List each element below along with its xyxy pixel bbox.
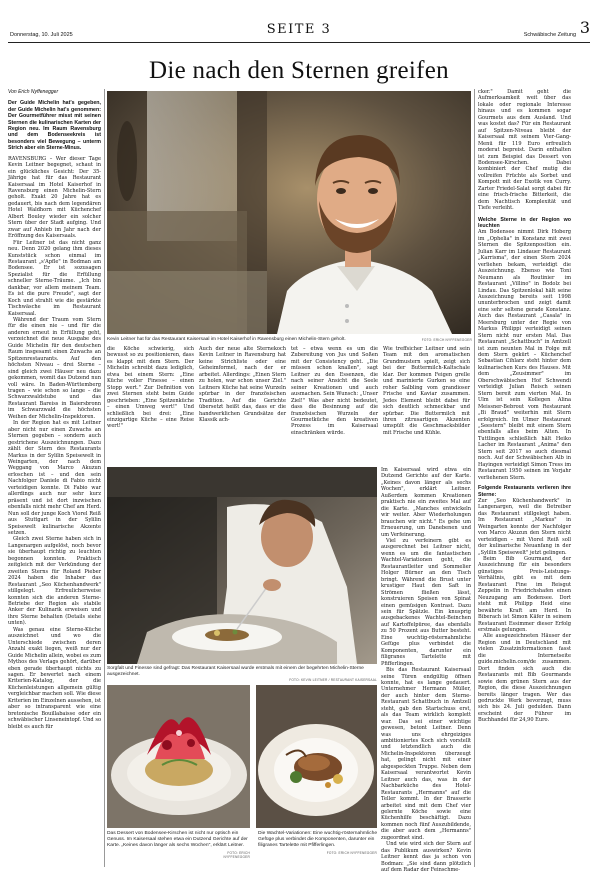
mid-text-2: Auch der neue alte Sternekoch Kevin Leitner in Ravensburg hat keine Strichliste oder eine Geheimformel, nach der er arbeitet. Allerdings: „Einen Stern zu holen, war schon unser Ziel." Leitners Küche hat seine Wurzeln spürbar in der französischen Tradition. Auf die Gerichte übersetzt heißt das, dass er die handwerklichen Grundsätze der Klassik ach- bbox=[199, 346, 286, 423]
column-divider bbox=[104, 89, 105, 867]
article-column-1 bbox=[8, 89, 101, 867]
chef-portrait-photo bbox=[107, 91, 471, 334]
column-divider-right bbox=[474, 89, 475, 867]
lost-stars-text: Zur „Seo Küchenhandwerk" in Langenargen, weil die Betreiber das Restaurant stillgelegt haben. Im Restaurant „Markus" in Weingarten konnte der Nachfolger von Marco Akuzun den Stern nicht verteidigen – mit Viorel Reiß soll der kulinarische Neuanfang in der „Sylilin Speisewelt" jetzt gelingen. bbox=[478, 497, 571, 556]
article-headline: Die nach den Sternen greifen bbox=[149, 57, 449, 84]
credit-top: FOTO: ERICH NYFFENEGGER bbox=[421, 338, 472, 342]
caption-top: Kevin Leitner hat für das Restaurant Kaisersaal im Hotel Kaiserhof in Ravensburg einen Michelin-Stern geholt. bbox=[107, 337, 346, 342]
plating-photo bbox=[107, 467, 377, 664]
lead-paragraph: Der Guide Michelin hat's gegeben, der Guide Michelin hat's genommen: Der Gourmetführer misst mit seinen Sternen die kulinarischen Karten der Region neu. Im Raum Ravensburg und dem Bodenseekreis ist besonders viel Bewegung – unterm Strich aber ein Sterne-Minus. bbox=[8, 100, 101, 152]
dessert-photo bbox=[107, 685, 250, 828]
article-paragraph: Viel zu verfeinern gibt es ausgerechnet bei Leitner nicht, wenn es um die fantastischen Wachtel-Variationen geht, die Restaurantleiter und Sommelier Holger Bürner an den Tisch bringt. Während die Brust unter krustiger Haut den Saft in Strömen fließen lässt, konstruieren Speisen von Spinat einen gemüsigen Kontrast. Dazu sein für Spätzle. Ein knusprig ausgebackenes Wachtel-Beinchen auf Kartoffelpüree, das ebenfalls zu 50 Prozent aus Butter besteht. Eine wuchtig-rösternahmliche Gefüge plus verbindet die Komponenten, darunter ein filigranes Tartelette mit Pfifferlingen. bbox=[381, 537, 471, 667]
article-paragraph: RAVENSBURG – Wer dieser Tage Kevin Leitner begegnet, schaut in ein glückliches Gesicht: Der 35-Jährige hat für das Restaurant Kaisersaal im Hotel Kaiserhof in Ravensburg einen Michelin-Stern geholt. Exakt 20 Jahre hat es gedauert, bis nach dem legendären Hotel Waldhorn mit Küchenchef Albert Bouley wieder ein solcher Stern über der Stadt aufging. Und zwar auf Anhieb im Jahr nach der Eröffnung des Kaisersaals. bbox=[8, 155, 101, 240]
article-paragraph: cker." Damit geht die Aufmerksamkeit weit über das lokale oder regionale Interesse hinaus und es kommen sogar Gourmets aus dem Ausland. Und was kostet das? Für ein Restaurant auf Spitzen-Niveau bleibt der Kaisersaal mit seinem Vier-Gang-Menü für 119 Euro erfreulich moderat bepreist. Darin enthalten ist zum Beispiel das Dessert von Bodensee-Kirschen. Dabei kombiniert der Chef mutig die vollreifen Früchte als Sorbet und Kompott mit der Exotik von Curry. Zarter Friedel-Salat sorgt dabei für eine frisch-frische Bitterkeit, die dem Nachtisch Komplexität und Tiefe verleiht. bbox=[478, 89, 571, 212]
article-paragraph: In der Region hat es mit Leitner aber nicht nur einen Zuwachs an Sternen gegeben – sondern auch gestrichene Auszeichnungen. Dazu zählt der Stern des Restaurants Markus in der Sylilin Speisewelt in Weingarten, der nach dem Weggang von Marco Akuzun erloschen ist – und den sein Nachfolger Daniele di Fabio nicht verteidigen konnte. Di Fabio war allerdings auch nur sehr kurz präsent und ist dort inzwischen ebenfalls nicht mehr Chef am Herd. Nun soll der junge Koch Viorel Reiß aus Stuttgart in der Sylilin Speisewelt kulinarische Akzente setzen. bbox=[8, 420, 101, 536]
mid-column-4 bbox=[383, 346, 470, 462]
mid-text-4: Wie treffsicher Leitner und sein Team mit den aromatischen Grundmustern spielt, zeigt sich bei der Buttermilch-Kaltschale klar. Der kommen Feigen grelle und marinierte Gurken so eine roher Salbling vom grandioser Frische und Kaviar zusammen. Jedes Element bleibt dabei für sich deutlich schmeckbar und spürbar. Die Buttermilch mit ihren zitrusartigen Akzenten umspült die Geschmacksbilder mit Frische und Kühle. bbox=[383, 346, 470, 436]
article-paragraph: Während der Traum vom Stern für die einen nie – und für die anderen erneut in Erfüllung geht, verzeichnet die neue Ausgabe des Guide Michelin für den deutschen Raum insgesamt einen Zuwachs an Spitzenrestaurants. Auf den höchsten Niveau – drei Sterne – sind gleich zwei Häuser neu dazu gekommen, womit das Dutzend nun voll wäre. In Baden-Württemberg tragen – wie schon so lange – die Schwarzwaldstube und das Restaurant Bareiss in Baiersbronn im Schwarzwald die höchsten Weihen der Michelin-Inspektoren. bbox=[8, 317, 101, 420]
article-paragraph: Gleich zwei Sterne haben sich in Langenargen aufgelöst, noch bevor sie überhaupt richtig zu leuchten begonnen konnten. Praktisch zeitgleich mit der Verkündung der zweiten Sterns für Roland Pieber 2024 haben die Inhaber das Restaurant „Seo Küchenhandwerk" stillgelegt. Erfreulicherweise konnten sich die anderen Sterne-Betriebe der Region als stabile Anker der Kulinarik erweisen und ihre Sterne behalten (Details siehe unten). bbox=[8, 536, 101, 627]
mid-text-1: die Köche schwierig, sich bewusst so zu positionieren, dass es klappt mit dem Stern. Der Michelin schreibt dazu lediglich, etwa bei einem Stern: „Eine Küche voller Finesse – einen Stopp wert." Zur Definition von zwei Sternen steht beim Guide geschrieben: „Eine Spitzenküche – einen Umweg wert!" Und schließlich bei drei: „Eine einzigartige Küche – eine Reise wert!" bbox=[107, 346, 194, 430]
credit-mid: FOTO: KEVIN LEITNER / RESTAURANT KAISERSAAL bbox=[289, 678, 377, 682]
caption-bottom-right: Die Wachtel-Variationen: Eine wuchtig-rösternahmliche Gefüge plus verbindet die Komponenten, darunter ein filigranes Tartelette mit Pfifferlingen. bbox=[258, 831, 378, 848]
section-label: SEITE 3 bbox=[266, 22, 332, 37]
credit-bottom-left: FOTO: ERICH NYFFENEGGER bbox=[223, 851, 250, 859]
credit-bottom-right: FOTO: ERICH NYFFENEGGER bbox=[326, 851, 377, 855]
caption-bottom-left: Das Dessert von Bodensee-Kirschen ist nicht nur optisch ein Genuss. Im Kaisersaal stehen etwa ein Dutzend Gerichte auf der Karte. „Keines davon länger als sechs Wochen", erklärt Leitner. bbox=[107, 831, 248, 848]
mid-column-1 bbox=[107, 346, 194, 462]
article-paragraph: Und wie wird sich der Stern auf das Publikum auswirken? Kevin Leitner kennt das ja schon von Bodman: „Sie sind dann plötzlich auf dem Radar der Feinschme- bbox=[381, 841, 471, 874]
article-column-6 bbox=[478, 89, 571, 867]
mid-column-2 bbox=[199, 346, 286, 462]
page-number: 3 bbox=[579, 18, 590, 37]
region-stars-text: Am Bodensee nimmt Dirk Hoberg im „Ophelia" in Konstanz mit zwei Sternen die Spitzenposition ein. Julian Karr im Lindauer Restaurant „Karrisma", der einen Stern 2024 verliehen bekam, verteidigt die Auszeichnung. Ebenso wie Toni Neumann als Routinier im Restaurant „Villino" in Bodolz bei Lindau. Das Spitzenlokal hält seine Auszeichnung bereits seit 1998 ununterbrochen und zeigt damit eine sehr seltene gerade Konstanz. Auch das Restaurant „Casala" in Meersburg unter der Regie von Markus Philippi verteidigt seinen Stern nicht nur ersten Mal. Das Restaurant „Schattbuch" in Amtzell ist zum neunten Mal in Folge mit dem Stern gekürt – Küchenchef Sebastian Cihlarz steht hinter dem kulinarischen Kurs des Hauses. Mit dem „Zeusimmer" im Oberschwäbischen Hof Schwendi verteidigt Julian Reisch seinen Stern bereit zum vierten Mal. In Ulm ist sein Kollegen Alina Meissner-Bebrout vom Restaurant „Bi Braud" weiterhin mit Stern erfolgreich. Im Ulmer Restaurant „Seestern" bleibt mit einem Stern ebenfalls alles beim Alten. In Tuttlingen schließlich hält Heiko Lacher im Restaurant „Anima" den Stern seit 2017 so auch diesmal noch. Auf der Schwäbischen Alb in Hayingen verteidigt Simon Tress im Restaurant 1950 seinen im Vorjahr verliehenen Stern. bbox=[478, 229, 571, 481]
subhead-lost-stars: Folgende Restaurants verlieren ihre Sterne: bbox=[478, 485, 571, 498]
column-5-body bbox=[381, 467, 471, 874]
subhead-region-stars: Welche Sterne in der Region wo leuchten bbox=[478, 216, 571, 230]
guide-info-text: Alle ausgezeichneten Häuser der Region und in Deutschland mit vielen Zusatzinformationen fasst die Internetseite guide.michelin.com/de zusammen. Dort finden sich auch die Restaurants mit Bib Gourmands sowie dem grünen Stern aus der Region, die diese Auszeichnungen bereits länger tragen. Wer das gedruckte Werk bevorzugt, muss sich bis 24. Juli gedulden. Dann erscheint der Führer im Buchhandel für 24,90 Euro. bbox=[478, 633, 571, 724]
article-paragraph: Im Kaisersaal wird etwa ein Dutzend Gerichte auf der Karte. „Keines davon länger als sechs Wochen", erklärt Leitner. Außerdem kommen Kreationen praktisch nie ein zweites Mal auf die Karte. „Manches entwickeln wir weiter. Aber Wiederholungen brauchen wir nicht." Es gehe um Erneuerung, um Danebenen und um Verfeinerung. bbox=[381, 467, 471, 538]
mid-text-3: tet – etwa wenn es um die Zubereitung von Jus und Soßen mit der Consistency geht. „Die müssen schon knallen", sagt Leitner zu den Essenzen, die nach seiner Ansicht die Seele seiner Kreationen und auch ausmachen. Sein Wunsch: „Unser Ziel!" Was aber nicht bedeutet, dass die Besinnung auf die französischen Wurzeln der Gourmetküche den kreativen Prozess im Kaisersaal einschränken würde. bbox=[291, 346, 378, 436]
quail-dish-photo bbox=[256, 685, 377, 828]
mid-column-3 bbox=[291, 346, 378, 462]
caption-mid: Sorgfalt und Finesse sind gefragt: Das Restaurant Kaisersaal wurde erstmals mit einem der begehrten Michelin-Sterne ausgezeichnet. bbox=[107, 666, 364, 677]
byline: Von Erich Nyffenegger bbox=[8, 89, 59, 95]
bib-gourmand-text: Beim Bib Gourmand, der Auszeichnung für ein besonders günstiges Preis-Leistungs-Verhältnis, gibt es mit dem Restaurant Fine im Reisgut Zeppelin in Friedrichshafen einen Neuzugang am Bodensee. Dort steht mit Philipp Heid eine bewährte Kraft am Herd. In Biberach ist Simon Käfer in seinem Restaurant Essimmer dieser Erfolg erstmals gelungen. bbox=[478, 555, 571, 633]
article-paragraph: Für Leitner ist das nicht ganz neu. Denn 2020 gelang ihm dieses Kunststück schon einmal im Restaurant „s'Apfle" in Bodman am Bodensee. Er ist sozusagen Spezialist für die Erfüllung schneller Sterne-Träume. „Ich bin dankbar, vor allem meinem Team. Es ist die pure Freude", sagt der Koch und strahlt wie die gestärkte Tischwäsche im Restaurant Kaisersaal. bbox=[8, 239, 101, 317]
column-1-body bbox=[8, 156, 101, 730]
newspaper-name: Schwäbische Zeitung bbox=[523, 32, 576, 38]
header-rule bbox=[8, 42, 590, 43]
issue-date: Donnerstag, 10. Juli 2025 bbox=[10, 32, 73, 38]
article-column-5 bbox=[381, 467, 471, 874]
article-paragraph: Bis das Restaurant Kaisersaal seine Türen endgültig öffnen konnte, hat es lange gedauert. Unternehmer Hermann Müller, der auch hinter dem Sterne-Restaurant Schattbuch in Amtzell steht, gab den Startschuss erst, als das Team wirklich komplett war. Das sei einer wichtige gewesen, betont Leitner. Denn was uns ehrgeiziges ambitioniertes Koch sich vorstellt und letztendlich auch die Michelin-Inspektoren überzeugt hat, gelingt nicht mit einer abgespeckten Truppe. Neben dem Kaisersaal verantwortet Kevin Leitner auch das, was in der Nachbarküche des Hotel-Restaurants „Hermanns" auf die Teller kommt. In der Brasserie arbeitet sind mit dem Chef vier gelernte Köche sowie eine Küchenhilfe beschäftigt. Dazu kommen noch fünf Auszubildende, die aber auch dem „Hermanns" zugeordnet sind. bbox=[381, 667, 471, 841]
article-paragraph: Was genau eine Sterne-Küche auszeichnet und wo die Unterschiede zwischen deren Anzahl exakt liegen, weiß nur der Guide Michelin allein, wobei es zum Mythos des Verlags gehört, darüber eben gerade überhaupt nichts zu sagen. Er bewertet nach einem Kriterien-Katalog, der die Küchenleistungen allgemein gültig vergleichbar machen soll. Wie diese Kriterien im Einzelnen aussehen, ist aber so intransparent wie eine bretonische Bouillabaisse oder ein schwäbischer Linseneintopf. Und so bleibt es auch für bbox=[8, 626, 101, 730]
column-6-body bbox=[478, 89, 571, 212]
